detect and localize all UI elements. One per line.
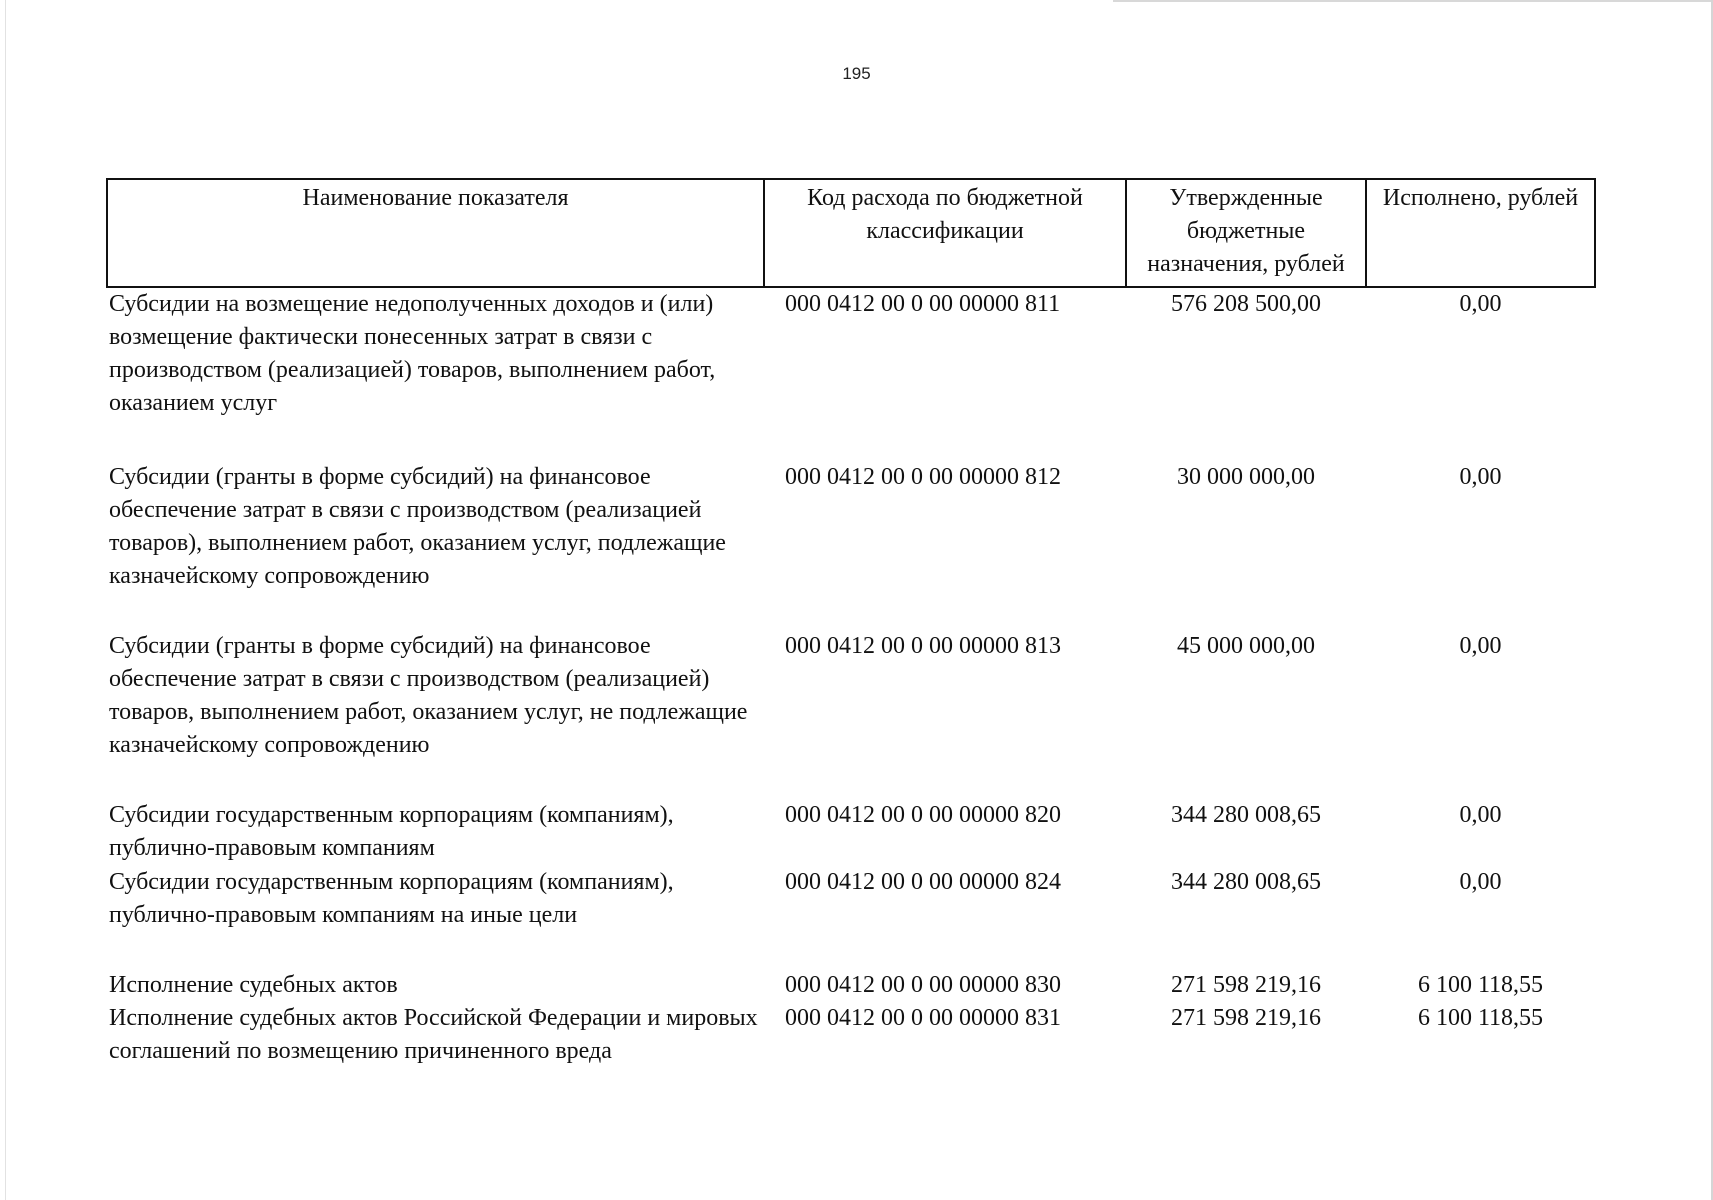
- row-approved: 271 598 219,16: [1171, 972, 1321, 998]
- row-code: 000 0412 00 0 00 00000 811: [785, 291, 1061, 317]
- row-executed: 0,00: [1459, 869, 1502, 895]
- row-approved: 344 280 008,65: [1171, 869, 1321, 895]
- header-code: Код расхода по бюджетной классификации: [764, 179, 1126, 287]
- table-row: [107, 866, 1595, 969]
- row-name: Субсидии (гранты в форме субсидий) на финансовое обеспечение затрат в связи с производством (реализацией) товаров, выполнением работ, оказанием услуг, не подлежащие казначейскому сопровождению: [109, 633, 748, 758]
- table-row: [107, 969, 1595, 1002]
- table-row: [107, 461, 1595, 630]
- row-executed: 6 100 118,55: [1417, 1005, 1544, 1031]
- row-executed: 0,00: [1459, 802, 1502, 828]
- header-executed: Исполнено, рублей: [1366, 179, 1595, 287]
- table-header-row: [107, 179, 1595, 287]
- table-header: [107, 179, 1595, 287]
- row-approved: 271 598 219,16: [1171, 1005, 1321, 1031]
- row-name: Исполнение судебных актов Российской Федерации и мировых соглашений по возмещению причиненного вреда: [109, 1005, 758, 1064]
- row-code: 000 0412 00 0 00 00000 830: [785, 972, 1061, 998]
- row-approved: 344 280 008,65: [1171, 802, 1321, 828]
- row-executed: 0,00: [1459, 464, 1502, 490]
- row-approved: 30 000 000,00: [1177, 464, 1315, 490]
- scan-artifact-top: [1113, 0, 1713, 2]
- row-executed: 6 100 118,55: [1417, 972, 1544, 998]
- row-code: 000 0412 00 0 00 00000 812: [785, 464, 1061, 490]
- table-row: [107, 287, 1595, 461]
- table-row: [107, 799, 1595, 866]
- row-name: Субсидии государственным корпорациям (компаниям), публично-правовым компаниям на иные цели: [109, 869, 674, 928]
- row-approved: 576 208 500,00: [1171, 291, 1321, 317]
- row-approved: 45 000 000,00: [1177, 633, 1315, 659]
- row-name: Субсидии на возмещение недополученных доходов и (или) возмещение фактически понесенных затрат в связи с производством (реализацией) товаров, выполнением работ, оказанием услуг: [109, 291, 716, 416]
- budget-expense-table: [106, 178, 1596, 1068]
- row-executed: 0,00: [1459, 633, 1502, 659]
- row-name: Исполнение судебных актов: [109, 972, 398, 998]
- table-row: [107, 1002, 1595, 1068]
- header-name: Наименование показателя: [107, 179, 764, 287]
- row-code: 000 0412 00 0 00 00000 831: [785, 1005, 1061, 1031]
- row-executed: 0,00: [1459, 291, 1502, 317]
- row-code: 000 0412 00 0 00 00000 820: [785, 802, 1061, 828]
- row-code: 000 0412 00 0 00 00000 813: [785, 633, 1061, 659]
- row-name: Субсидии государственным корпорациям (компаниям), публично-правовым компаниям: [109, 802, 674, 861]
- row-code: 000 0412 00 0 00 00000 824: [785, 869, 1061, 895]
- scan-artifact-left: [5, 0, 6, 1200]
- page-number: 195: [842, 64, 871, 83]
- table-body: [107, 287, 1595, 1068]
- table-row: [107, 630, 1595, 799]
- header-approved: Утвержденные бюджетные назначения, рублей: [1126, 179, 1366, 287]
- row-name: Субсидии (гранты в форме субсидий) на финансовое обеспечение затрат в связи с производством (реализацией товаров), выполнением работ, оказанием услуг, подлежащие казначейскому сопровождению: [109, 464, 726, 589]
